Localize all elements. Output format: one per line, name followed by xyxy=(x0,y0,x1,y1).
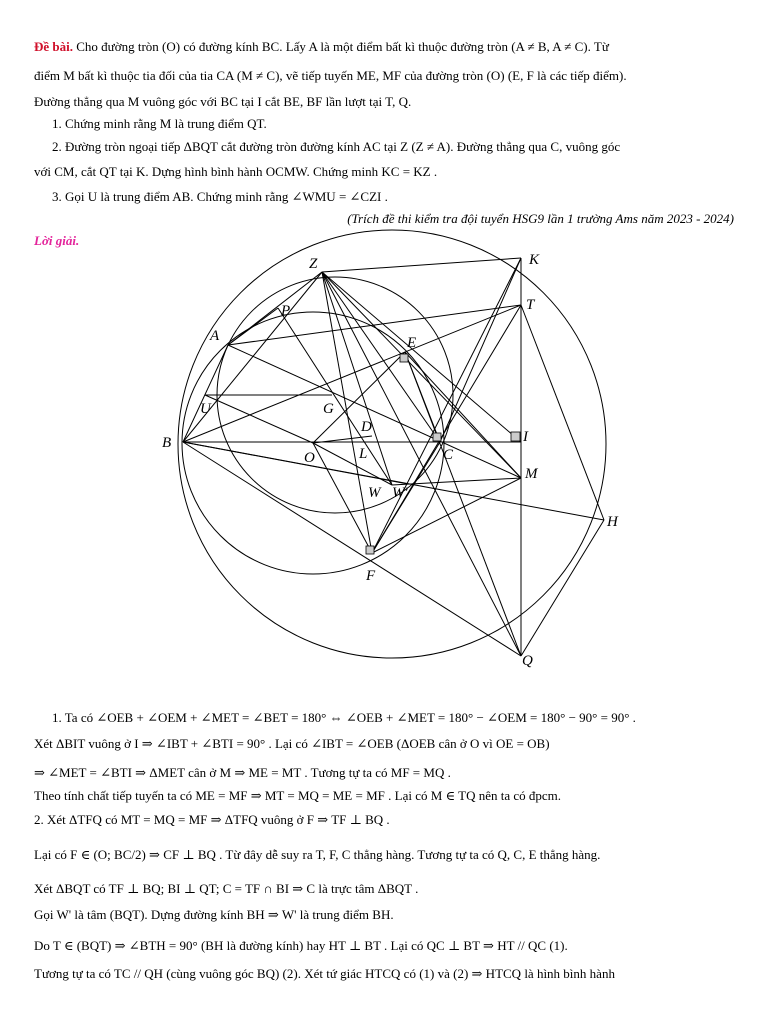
solution-line-4: Theo tính chất tiếp tuyến ta có ME = MF ⇒ MT = MQ = ME = MF . Lại có M ∈ TQ nên ta có đpcm. xyxy=(34,788,562,803)
problem-item-1: 1. Chứng minh rằng M là trung điểm QT. xyxy=(52,116,267,131)
problem-line-3: Đường thẳng qua M vuông góc với BC tại I cắt BE, BF lần lượt tại T, Q. xyxy=(34,94,412,109)
solution-line-1: 1. Ta có ∠OEB + ∠OEM + ∠MET = ∠BET = 180° ⇔ ∠OEB + ∠MET = 180° − ∠OEM = 180° − 90° = 90° . xyxy=(52,710,636,725)
label-z: Z xyxy=(309,256,318,272)
label-w-prime: W' xyxy=(392,485,408,501)
label-k: K xyxy=(529,252,540,268)
label-i: I xyxy=(523,429,528,445)
segment-zm xyxy=(322,272,521,478)
label-h: H xyxy=(607,514,618,530)
solution-line-10: Tương tự ta có TC // QH (cùng vuông góc BQ) (2). Xét tứ giác HTCQ có (1) và (2) ⇒ HTCQ là hình bình hành xyxy=(34,966,615,981)
solution-line-6: Lại có F ∈ (O; BC/2) ⇒ CF ⊥ BQ . Từ đây dễ suy ra T, F, C thẳng hàng. Tương tự ta có Q, C, E thẳng hàng. xyxy=(34,847,601,862)
label-g: G xyxy=(323,401,334,417)
segment-zk xyxy=(322,258,521,272)
right-angle-i xyxy=(511,432,520,441)
solution-line-3: ⇒ ∠MET = ∠BTI ⇒ ΔMET cân ở M ⇒ ME = MT . Tương tự ta có MF = MQ . xyxy=(34,765,451,780)
problem-text-1: Cho đường tròn (O) có đường kính BC. Lấy A là một điểm bất kì thuộc đường tròn (A ≠ B, A ≠ C). Từ xyxy=(76,39,609,54)
solution-line-2: Xét ΔBIT vuông ở I ⇒ ∠IBT + ∠BTI = 90° . Lại có ∠IBT = ∠OEB (ΔOEB cân ở O vì OE = OB) xyxy=(34,736,550,751)
right-angle-e xyxy=(400,354,408,362)
segment-kf xyxy=(372,258,521,553)
label-t: T xyxy=(526,297,535,313)
label-q: Q xyxy=(522,653,533,669)
label-d: D xyxy=(361,419,372,435)
label-u: U xyxy=(200,401,211,417)
segment-kc xyxy=(440,258,521,442)
solution-line-7: Xét ΔBQT có TF ⊥ BQ; BI ⊥ QT; C = TF ∩ BI ⇒ C là trực tâm ΔBQT . xyxy=(34,881,419,896)
solution-line-8: Gọi W' là tâm (BQT). Dựng đường kính BH ⇒ W' là trung điểm BH. xyxy=(34,907,394,922)
label-m: M xyxy=(525,466,538,482)
problem-line-2: điểm M bất kì thuộc tia đối của tia CA (M ≠ C), vẽ tiếp tuyến ME, MF của đường tròn (O) (E, F là các tiếp điểm). xyxy=(34,68,627,83)
problem-item-2b: với CM, cắt QT tại K. Dựng hình bình hành OCMW. Chứng minh KC = KZ . xyxy=(34,164,438,179)
label-c: C xyxy=(443,447,454,463)
solution-line-9: Do T ∈ (BQT) ⇒ ∠BTH = 90° (BH là đường kính) hay HT ⊥ BT . Lại có QC ⊥ BT ⇒ HT // QC (1). xyxy=(34,938,568,953)
problem-heading: Đề bài. xyxy=(34,39,73,54)
segment-hq xyxy=(521,520,604,656)
circle-bqt xyxy=(178,230,606,658)
problem-item-3: 3. Gọi U là trung điểm AB. Chứng minh rằng ∠WMU = ∠CZI . xyxy=(52,189,388,204)
segment-ce xyxy=(405,352,440,442)
segment-th xyxy=(521,305,604,520)
solution-line-5: 2. Xét ΔTFQ có MT = MQ = MF ⇒ ΔTFQ vuông ở F ⇒ TF ⊥ BQ . xyxy=(34,812,390,827)
segment-me xyxy=(405,352,521,478)
label-w: W xyxy=(368,485,381,501)
segment-wm xyxy=(392,478,521,485)
problem-item-2a: 2. Đường tròn ngoại tiếp ΔBQT cắt đường tròn đường kính AC tại Z (Z ≠ A). Đường thẳng qua C, vuông góc xyxy=(52,139,621,154)
label-l: L xyxy=(359,446,368,462)
right-angle-f xyxy=(366,546,374,554)
segment-oe xyxy=(313,352,405,443)
label-e: E xyxy=(407,335,417,351)
solution-heading: Lời giải. xyxy=(34,233,80,248)
segment-zi xyxy=(322,272,521,442)
problem-source: (Trích đề thi kiểm tra đội tuyển HSG9 lần 1 trường Ams năm 2023 - 2024) xyxy=(347,211,734,226)
right-angle-c xyxy=(433,433,441,441)
segment-bq xyxy=(183,442,521,656)
segment-ou xyxy=(205,395,313,443)
label-b: B xyxy=(162,435,172,451)
label-f: F xyxy=(366,568,376,584)
label-o: O xyxy=(304,450,315,466)
label-a: A xyxy=(210,328,220,344)
label-p: P xyxy=(281,303,291,319)
